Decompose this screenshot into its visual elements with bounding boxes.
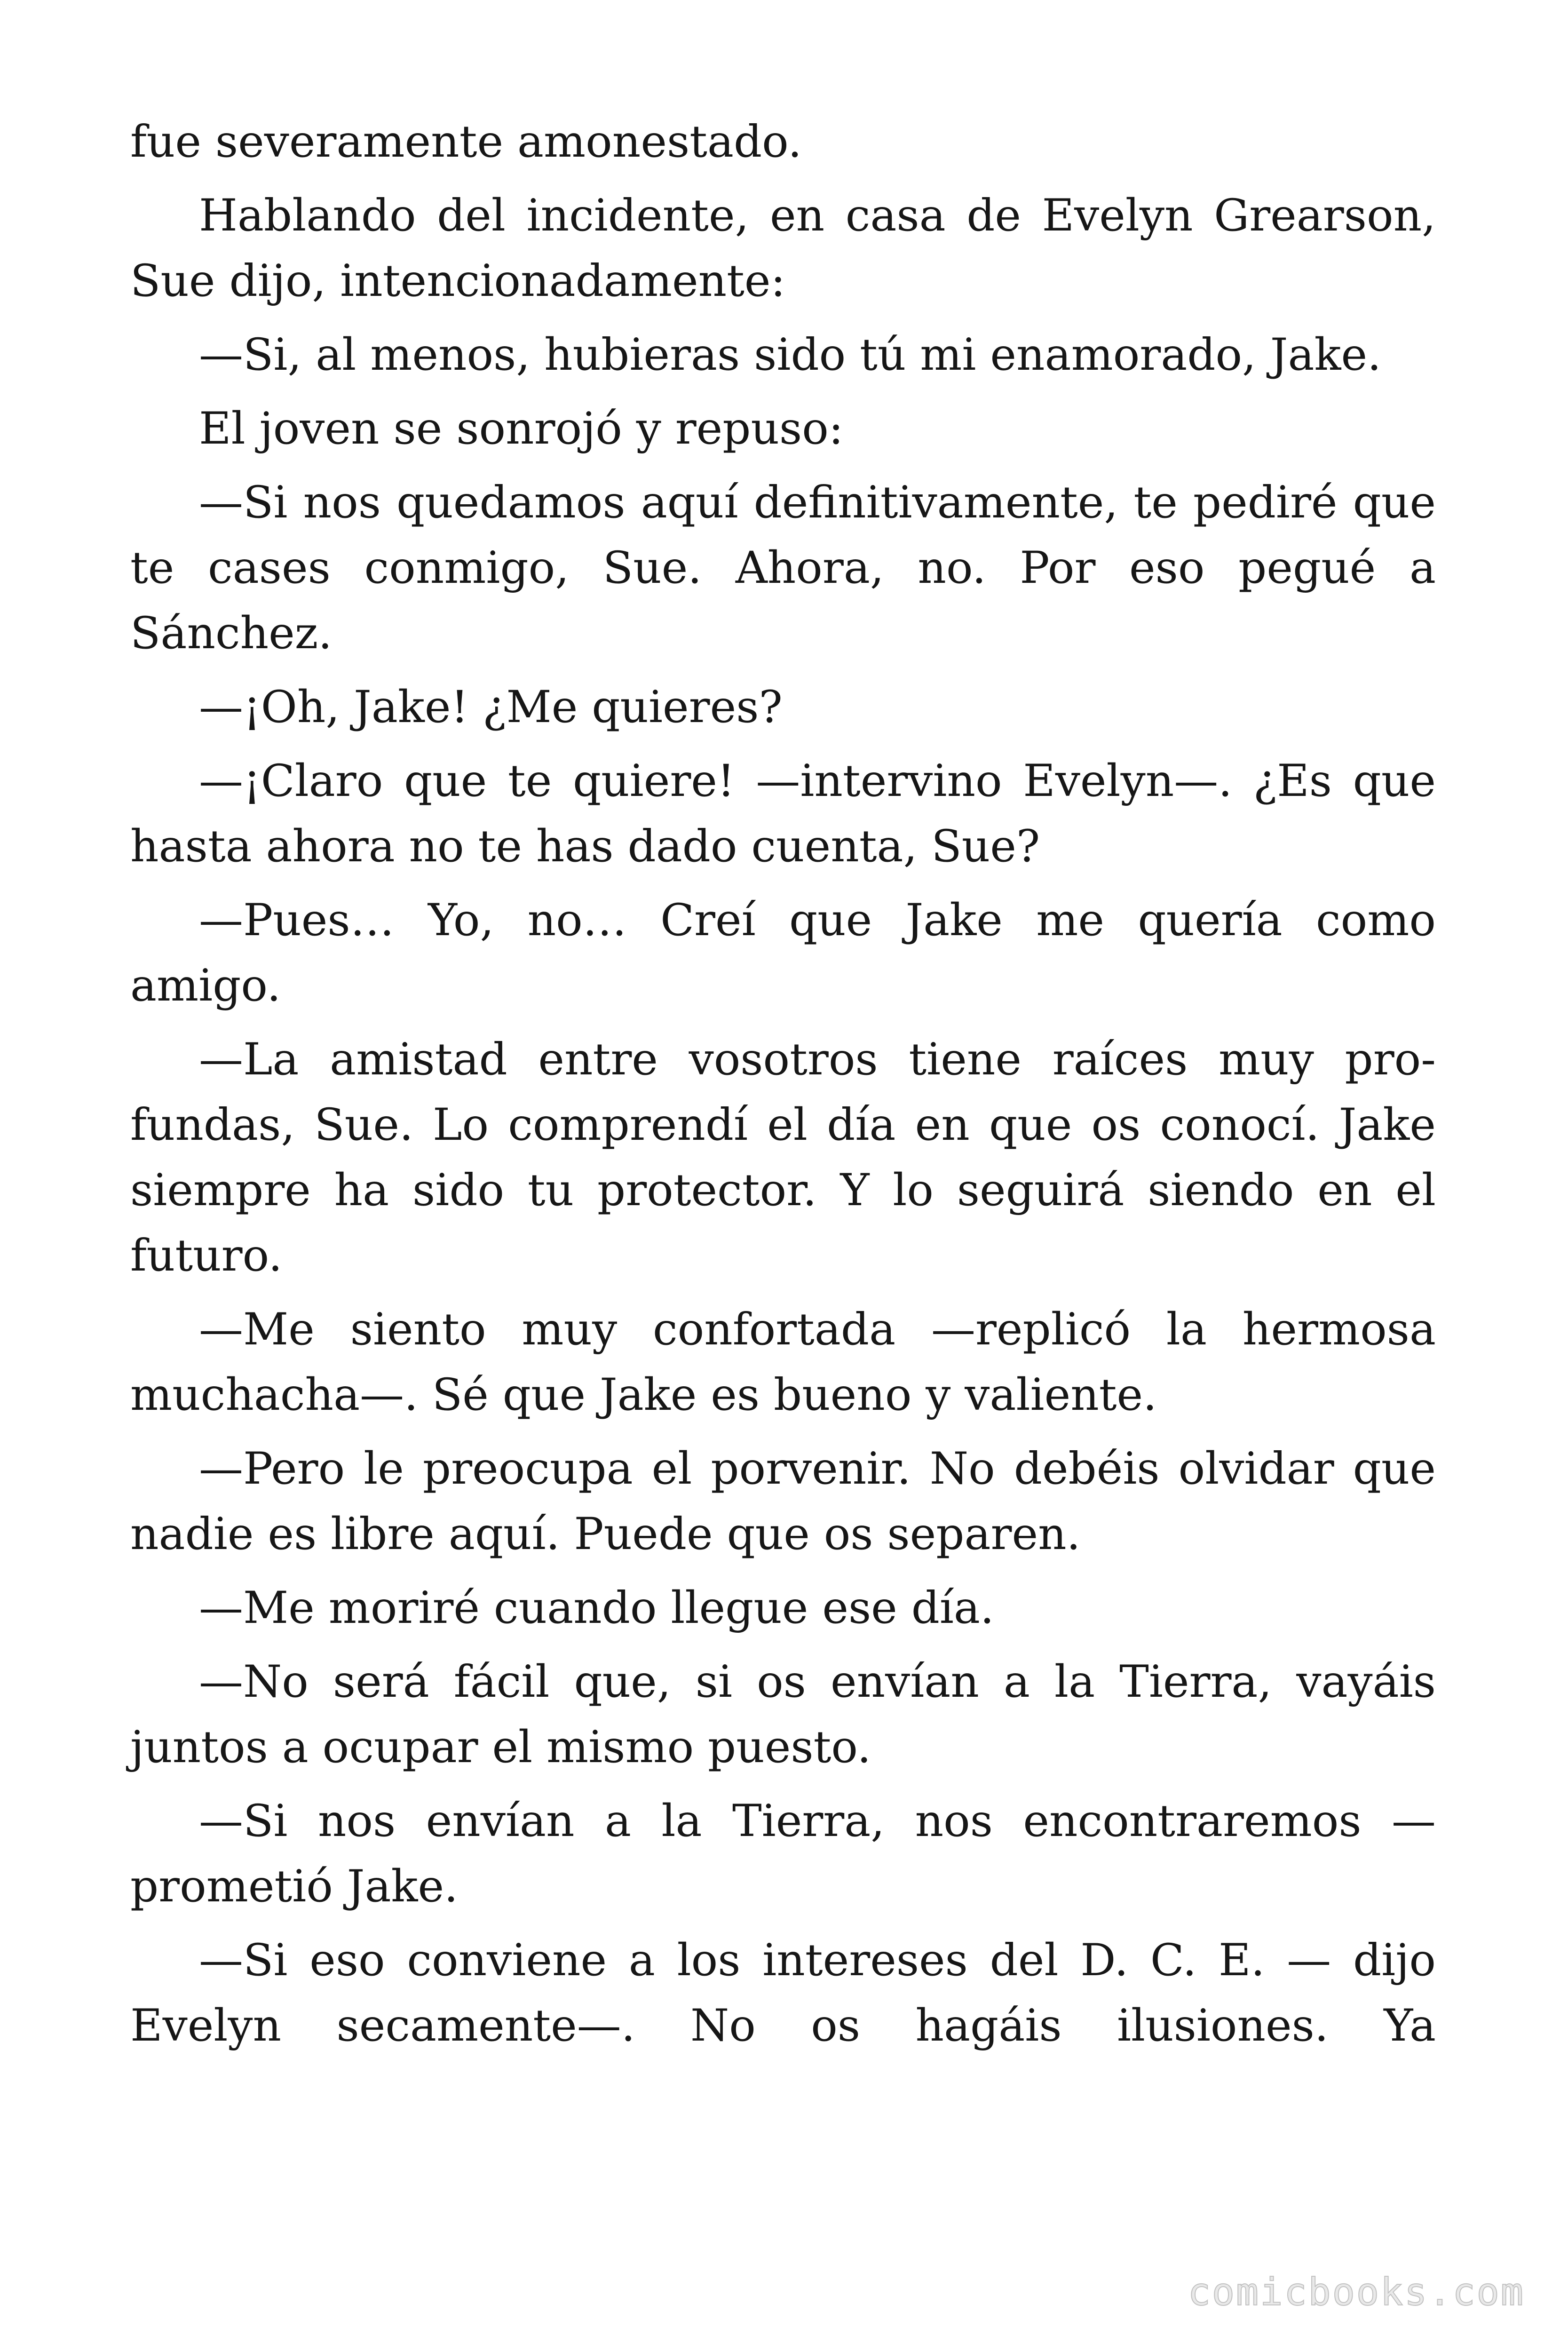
paragraph: —Si, al menos, hubieras sido tú mi enamorado, Jake. <box>199 329 1381 381</box>
paragraph: —Si nos envían a la Tierra, nos encontraremos — prometió Jake. <box>130 1796 1436 1912</box>
paragraph: —Pero le preocupa el porvenir. No debéis olvidar que nadie es libre aquí. Puede que os separen. <box>130 1443 1436 1560</box>
watermark: comicbooks.com <box>1188 2270 1525 2314</box>
paragraph: —Si eso conviene a los intereses del D. C. E. — dijo Evelyn secamente—. No os hagáis ilusiones. Ya <box>130 1935 1436 2051</box>
paragraph: —Me moriré cuando llegue ese día. <box>199 1582 994 1634</box>
paragraph: —¡Oh, Jake! ¿Me quieres? <box>199 682 783 733</box>
paragraph: fue severamente amonestado. <box>130 116 802 167</box>
paragraph: Hablando del incidente, en casa de Evelyn Grearson, Sue dijo, intencionadamente: <box>130 190 1436 307</box>
paragraph: —Me siento muy confortada —replicó la hermosa muchacha—. Sé que Jake es bueno y valiente. <box>130 1304 1436 1421</box>
paragraph: —Si nos quedamos aquí definitivamente, te pediré que te cases conmigo, Sue. Ahora, no. Por eso pegué a Sánchez. <box>130 477 1436 659</box>
paragraph: —¡Claro que te quiere! —intervino Evelyn—. ¿Es que hasta ahora no te has dado cuenta, Sue? <box>130 755 1436 872</box>
paragraph: —No será fácil que, si os envían a la Tierra, vayáis juntos a ocupar el mismo puesto. <box>130 1656 1436 1773</box>
paragraph: —Pues… Yo, no… Creí que Jake me quería como amigo. <box>130 895 1436 1011</box>
paragraph: —La amistad entre vosotros tiene raíces muy profundas, Sue. Lo comprendí el día en que os conocí. Jake siempre ha sido tu protector. Y lo seguirá siendo en el futuro. <box>130 1034 1436 1281</box>
paragraph: El joven se sonrojó y repuso: <box>199 403 844 454</box>
body-text <box>130 109 1436 2058</box>
